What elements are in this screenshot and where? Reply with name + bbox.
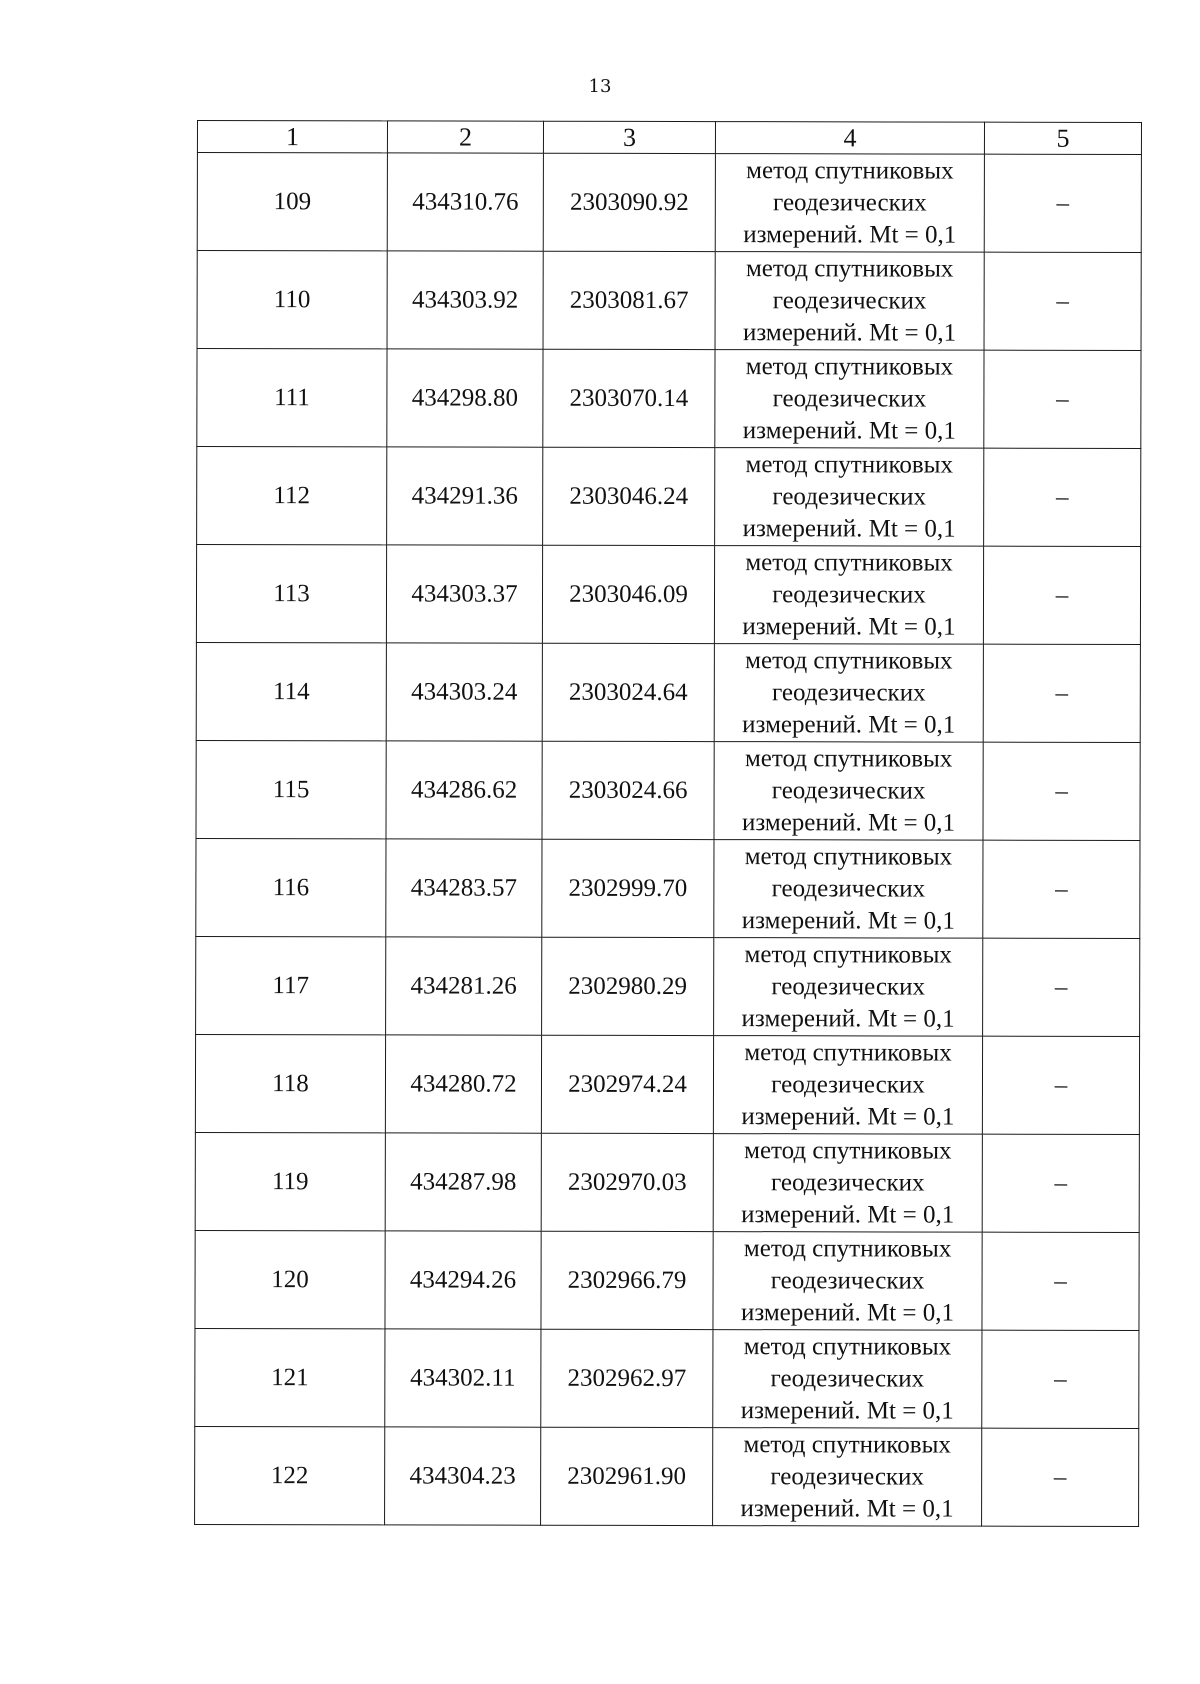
method-cell <box>713 1330 982 1429</box>
method-cell <box>713 1036 982 1135</box>
table-header <box>197 121 1141 155</box>
method-text: метод спутниковых геодезических измерений. Mt = 0,1 <box>741 940 955 1033</box>
note-cell: – <box>983 938 1140 1036</box>
x-coordinate-cell: 434303.92 <box>387 251 543 349</box>
table-row <box>197 153 1141 253</box>
method-cell <box>714 644 983 743</box>
header-col-1: 1 <box>197 121 387 153</box>
y-coordinate-cell: 2303090.92 <box>543 153 715 251</box>
point-number-cell: 111 <box>197 349 387 447</box>
method-cell <box>713 1428 982 1527</box>
y-coordinate-cell: 2302961.90 <box>541 1427 713 1525</box>
method-text: метод спутниковых геодезических измерений. Mt = 0,1 <box>743 156 957 249</box>
method-text: метод спутниковых геодезических измерений. Mt = 0,1 <box>742 548 956 641</box>
x-coordinate-cell: 434302.11 <box>385 1329 541 1427</box>
note-cell: – <box>984 154 1141 252</box>
y-coordinate-cell: 2303046.24 <box>543 447 715 545</box>
coordinates-table <box>194 120 1142 1527</box>
note-cell: – <box>983 742 1140 840</box>
x-coordinate-cell: 434286.62 <box>386 741 542 839</box>
table-row <box>195 1132 1139 1232</box>
method-text: метод спутниковых геодезических измерений. Mt = 0,1 <box>742 254 957 347</box>
point-number-cell: 109 <box>197 153 387 251</box>
y-coordinate-cell: 2302980.29 <box>542 937 714 1035</box>
x-coordinate-cell: 434298.80 <box>387 349 543 447</box>
note-cell: – <box>984 252 1141 350</box>
table-row <box>196 740 1140 840</box>
method-text: метод спутниковых геодезических измерений. Mt = 0,1 <box>742 646 956 739</box>
point-number-cell: 110 <box>197 251 387 349</box>
note-cell: – <box>982 1428 1139 1526</box>
x-coordinate-cell: 434291.36 <box>387 447 543 545</box>
point-number-cell: 116 <box>196 838 386 936</box>
point-number-cell: 114 <box>196 642 386 740</box>
method-text: метод спутниковых геодезических измерений. Mt = 0,1 <box>740 1430 954 1523</box>
point-number-cell: 119 <box>195 1132 385 1230</box>
header-col-4: 4 <box>715 122 984 155</box>
x-coordinate-cell: 434303.37 <box>386 545 542 643</box>
x-coordinate-cell: 434294.26 <box>385 1231 541 1329</box>
table-row <box>196 838 1140 938</box>
method-cell <box>714 938 983 1037</box>
y-coordinate-cell: 2302999.70 <box>542 839 714 937</box>
note-cell: – <box>982 1036 1139 1134</box>
x-coordinate-cell: 434310.76 <box>387 153 543 251</box>
x-coordinate-cell: 434280.72 <box>385 1035 541 1133</box>
x-coordinate-cell: 434281.26 <box>386 937 542 1035</box>
method-cell <box>714 742 983 841</box>
table-row <box>197 251 1141 351</box>
point-number-cell: 117 <box>196 936 386 1034</box>
point-number-cell: 112 <box>197 447 387 545</box>
table-row <box>196 642 1140 742</box>
method-text: метод спутниковых геодезических измерений. Mt = 0,1 <box>742 450 956 543</box>
table-row <box>195 1426 1139 1526</box>
method-cell <box>714 840 983 939</box>
note-cell: – <box>984 448 1141 546</box>
point-number-cell: 118 <box>195 1034 385 1132</box>
y-coordinate-cell: 2302966.79 <box>541 1231 713 1329</box>
y-coordinate-cell: 2303024.64 <box>542 643 714 741</box>
method-cell <box>715 252 984 351</box>
y-coordinate-cell: 2302970.03 <box>541 1133 713 1231</box>
note-cell: – <box>982 1330 1139 1428</box>
page-number: 13 <box>588 76 612 97</box>
x-coordinate-cell: 434283.57 <box>386 839 542 937</box>
y-coordinate-cell: 2303024.66 <box>542 741 714 839</box>
note-cell: – <box>982 1232 1139 1330</box>
header-col-2: 2 <box>387 121 543 153</box>
method-text: метод спутниковых геодезических измерений. Mt = 0,1 <box>741 842 955 935</box>
method-text: метод спутниковых геодезических измерений. Mt = 0,1 <box>740 1332 954 1425</box>
table-row <box>197 447 1141 547</box>
table-row <box>196 936 1140 1036</box>
table-row <box>195 1034 1139 1134</box>
point-number-cell: 115 <box>196 740 386 838</box>
header-col-3: 3 <box>543 121 715 153</box>
y-coordinate-cell: 2303070.14 <box>543 349 715 447</box>
header-row <box>197 121 1141 155</box>
table-row <box>195 1230 1139 1330</box>
method-cell <box>715 154 984 253</box>
y-coordinate-cell: 2302974.24 <box>541 1035 713 1133</box>
x-coordinate-cell: 434287.98 <box>385 1133 541 1231</box>
note-cell: – <box>984 350 1141 448</box>
method-cell <box>714 546 983 645</box>
table-row <box>197 349 1141 449</box>
method-cell <box>713 1232 982 1331</box>
note-cell: – <box>982 1134 1139 1232</box>
table-row <box>196 545 1140 645</box>
method-text: метод спутниковых геодезических измерений. Mt = 0,1 <box>741 1038 955 1131</box>
x-coordinate-cell: 434304.23 <box>385 1427 541 1525</box>
method-text: метод спутниковых геодезических измерений. Mt = 0,1 <box>742 352 956 445</box>
method-text: метод спутниковых геодезических измерений. Mt = 0,1 <box>740 1234 955 1327</box>
note-cell: – <box>983 644 1140 742</box>
method-cell <box>713 1134 982 1233</box>
point-number-cell: 122 <box>195 1426 385 1524</box>
note-cell: – <box>983 840 1140 938</box>
table-row <box>195 1328 1139 1428</box>
y-coordinate-cell: 2302962.97 <box>541 1329 713 1427</box>
method-cell <box>715 448 984 547</box>
point-number-cell: 121 <box>195 1328 385 1426</box>
point-number-cell: 120 <box>195 1230 385 1328</box>
y-coordinate-cell: 2303081.67 <box>543 251 715 349</box>
x-coordinate-cell: 434303.24 <box>386 643 542 741</box>
y-coordinate-cell: 2303046.09 <box>542 545 714 643</box>
table-body <box>195 153 1142 1527</box>
point-number-cell: 113 <box>196 545 386 643</box>
note-cell: – <box>983 546 1140 644</box>
method-cell <box>715 350 984 449</box>
method-text: метод спутниковых геодезических измерений. Mt = 0,1 <box>741 1136 955 1229</box>
header-col-5: 5 <box>984 122 1141 154</box>
method-text: метод спутниковых геодезических измерений. Mt = 0,1 <box>741 744 956 837</box>
